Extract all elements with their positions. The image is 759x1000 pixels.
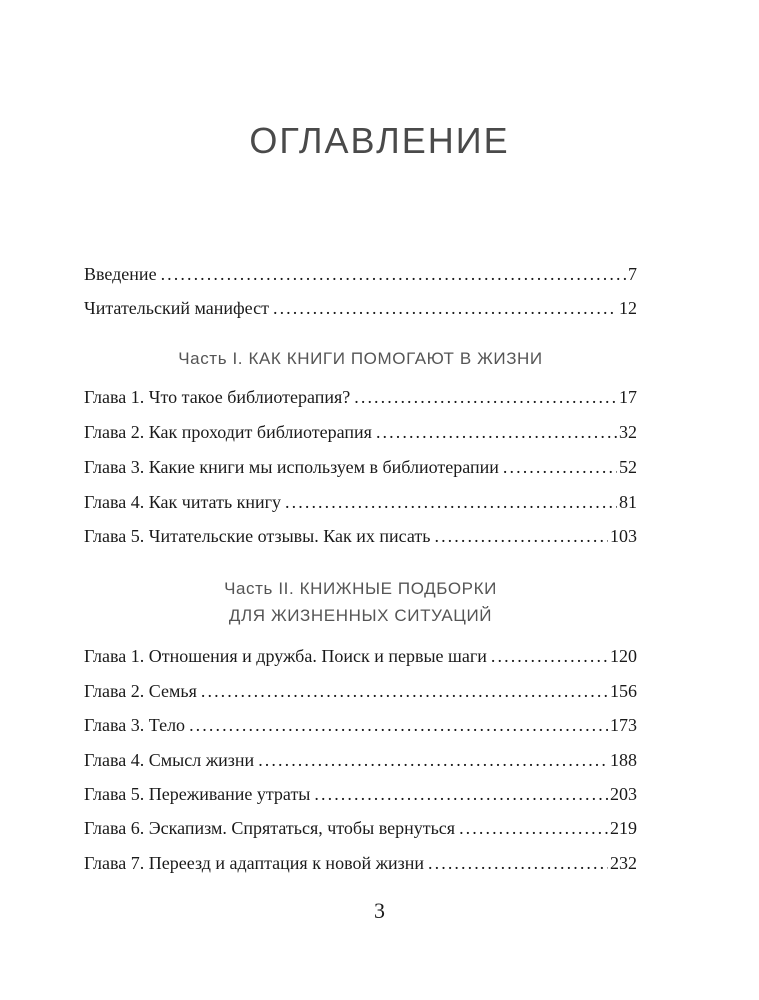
toc-entry-manifesto bbox=[84, 296, 637, 320]
toc-entry-part1-ch3 bbox=[84, 455, 637, 479]
page-title: ОГЛАВЛЕНИЕ bbox=[249, 120, 510, 161]
part-1-heading: Часть I. КАК КНИГИ ПОМОГАЮТ В ЖИЗНИ bbox=[178, 349, 543, 368]
dot-leader bbox=[189, 713, 608, 737]
dot-leader bbox=[434, 524, 608, 548]
part-2-heading-line1: Часть II. КНИЖНЫЕ ПОДБОРКИ bbox=[224, 579, 497, 598]
toc-entry-part2-ch2 bbox=[84, 679, 637, 703]
toc-entry-label: Глава 3. Какие книги мы используем в библиотерапии bbox=[84, 457, 499, 477]
toc-entry-part1-ch2 bbox=[84, 420, 637, 444]
toc-entry-page: 219 bbox=[610, 818, 637, 838]
toc-entry-label: Глава 5. Переживание утраты bbox=[84, 784, 311, 804]
toc-entry-page: 188 bbox=[610, 750, 637, 770]
toc-entry-part2-ch5 bbox=[84, 782, 637, 806]
dot-leader bbox=[201, 679, 608, 703]
dot-leader bbox=[459, 816, 608, 840]
toc-entry-part2-ch3 bbox=[84, 713, 637, 737]
toc-entry-label: Глава 4. Как читать книгу bbox=[84, 492, 282, 512]
toc-entry-label: Глава 1. Отношения и дружба. Поиск и первые шаги bbox=[84, 646, 487, 666]
toc-entry-page: 81 bbox=[619, 492, 637, 512]
toc-entry-label: Введение bbox=[84, 264, 157, 284]
toc-entry-label: Глава 5. Читательские отзывы. Как их писать bbox=[84, 526, 431, 546]
toc-entry-page: 156 bbox=[610, 681, 637, 701]
toc-entry-part1-ch5 bbox=[84, 524, 637, 548]
toc-entry-page: 103 bbox=[610, 526, 637, 546]
dot-leader bbox=[285, 490, 617, 514]
dot-leader bbox=[428, 851, 608, 875]
toc-entry-page: 120 bbox=[610, 646, 637, 666]
toc-entry-page: 173 bbox=[610, 715, 637, 735]
toc-entry-page: 203 bbox=[610, 784, 637, 804]
toc-entry-part2-ch7 bbox=[84, 851, 637, 875]
toc-entry-page: 7 bbox=[628, 264, 637, 284]
toc-entry-page: 52 bbox=[619, 457, 637, 477]
dot-leader bbox=[354, 385, 617, 409]
toc-entry-label: Глава 2. Семья bbox=[84, 681, 197, 701]
dot-leader bbox=[503, 455, 617, 479]
toc-entry-page: 17 bbox=[619, 387, 637, 407]
part-2-heading-line2: ДЛЯ ЖИЗНЕННЫХ СИТУАЦИЙ bbox=[228, 606, 493, 625]
toc-entry-part2-ch1 bbox=[84, 644, 637, 668]
toc-entry-label: Глава 3. Тело bbox=[84, 715, 186, 735]
dot-leader bbox=[258, 748, 608, 772]
dot-leader bbox=[161, 262, 626, 286]
toc-entry-label: Глава 1. Что такое библиотерапия? bbox=[84, 387, 351, 407]
toc-entry-page: 12 bbox=[619, 298, 637, 318]
toc-entry-label: Глава 7. Переезд и адаптация к новой жизни bbox=[84, 853, 425, 873]
toc-entry-label: Глава 4. Смысл жизни bbox=[84, 750, 255, 770]
toc-entry-introduction bbox=[84, 262, 637, 286]
toc-entry-label: Глава 2. Как проходит библиотерапия bbox=[84, 422, 372, 442]
toc-entry-label: Глава 6. Эскапизм. Спрятаться, чтобы вернуться bbox=[84, 818, 456, 838]
toc-entry-page: 32 bbox=[619, 422, 637, 442]
toc-entry-part1-ch1 bbox=[84, 385, 637, 409]
dot-leader bbox=[376, 420, 617, 444]
toc-entry-page: 232 bbox=[610, 853, 637, 873]
toc-entry-label: Читательский манифест bbox=[84, 298, 269, 318]
toc-entry-part2-ch4 bbox=[84, 748, 637, 772]
page-number: 3 bbox=[374, 898, 385, 923]
toc-entry-part2-ch6 bbox=[84, 816, 637, 840]
dot-leader bbox=[273, 296, 617, 320]
dot-leader bbox=[491, 644, 608, 668]
toc-entry-part1-ch4 bbox=[84, 490, 637, 514]
dot-leader bbox=[314, 782, 608, 806]
